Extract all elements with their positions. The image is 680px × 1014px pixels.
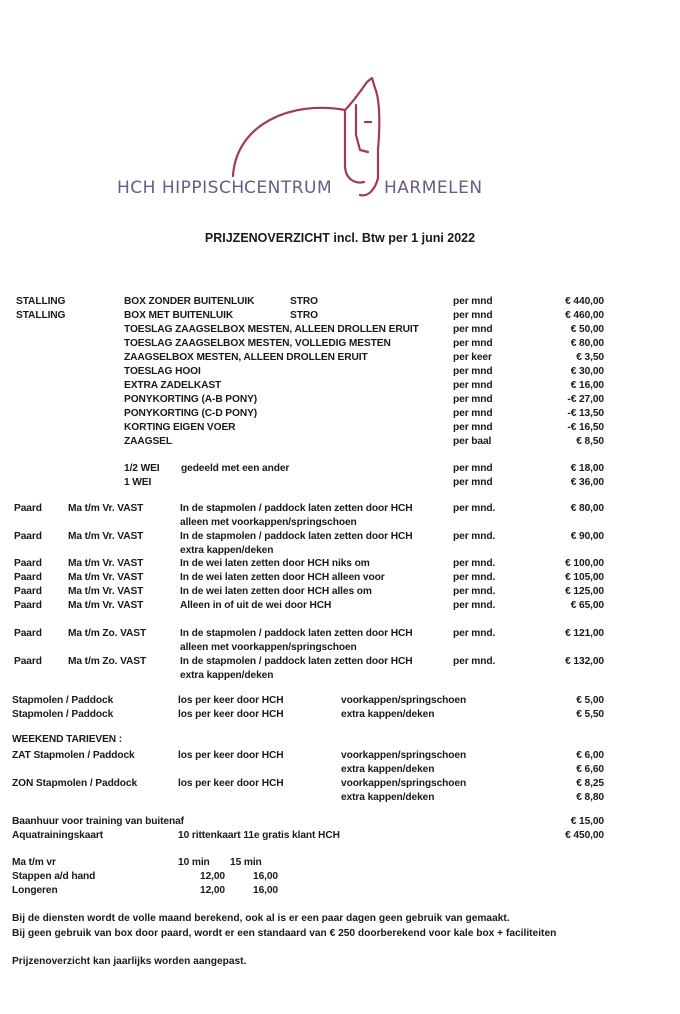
weekend-price: € 6,00 — [576, 750, 604, 761]
weekend-heading: WEEKEND TARIEVEN : — [12, 734, 123, 745]
paard-price: € 80,00 — [570, 503, 604, 514]
paard-unit: per mnd. — [453, 558, 496, 569]
paard-label: Paard — [14, 531, 42, 542]
wei-price: € 36,00 — [570, 477, 604, 488]
stalling-unit: per baal — [453, 436, 492, 447]
stapmolen-desc: los per keer door HCH — [178, 695, 284, 706]
baanhuur-price: € 15,00 — [570, 816, 604, 827]
paard-period: Ma t/m Vr. VAST — [68, 503, 144, 514]
paard-label: Paard — [14, 628, 42, 639]
stapmolen-label: Stapmolen / Paddock — [12, 709, 114, 720]
paard-desc: In de wei laten zetten door HCH alleen voor — [180, 572, 385, 583]
stapmolen-price: € 5,00 — [576, 695, 604, 706]
stalling-extra: STRO — [290, 310, 318, 321]
weekend-price: € 8,80 — [576, 792, 604, 803]
paard-label: Paard — [14, 503, 42, 514]
stalling-unit: per mnd — [453, 296, 493, 307]
wei-item: 1/2 WEI — [124, 463, 160, 474]
stalling-item: ZAAGSEL — [124, 436, 172, 447]
paard-unit: per mnd. — [453, 572, 496, 583]
stapmolen-price: € 5,50 — [576, 709, 604, 720]
paard-period: Ma t/m Vr. VAST — [68, 586, 144, 597]
horse-logo-icon — [0, 0, 680, 210]
logo-text-left: HCH HIPPISCH — [117, 178, 245, 198]
paard-desc: In de stapmolen / paddock laten zetten door HCH — [180, 503, 413, 514]
page-title: PRIJZENOVERZICHT incl. Btw per 1 juni 2022 — [204, 231, 476, 245]
stalling-price: -€ 27,00 — [567, 394, 604, 405]
stalling-unit: per mnd — [453, 422, 493, 433]
schedule-row-name: Longeren — [12, 885, 58, 896]
weekend-option: voorkappen/springschoen — [341, 750, 467, 761]
note-1: Bij de diensten wordt de volle maand berekend, ook al is er een paar dagen geen gebruik van gemaakt. — [12, 913, 510, 924]
paard-price: € 65,00 — [570, 600, 604, 611]
stalling-item: KORTING EIGEN VOER — [124, 422, 236, 433]
weekend-option: voorkappen/springschoen — [341, 778, 467, 789]
weekend-desc: los per keer door HCH — [178, 750, 284, 761]
paard-unit: per mnd. — [453, 600, 496, 611]
aqua-desc: 10 rittenkaart 11e gratis klant HCH — [178, 830, 340, 841]
stalling-category: STALLING — [16, 296, 66, 307]
paard-desc: In de stapmolen / paddock laten zetten door HCH — [180, 656, 413, 667]
baanhuur-label: Baanhuur voor training van buitenaf — [12, 816, 184, 827]
weekend-label: ZAT Stapmolen / Paddock — [12, 750, 135, 761]
paard-label: Paard — [14, 600, 42, 611]
paard-unit: per mnd. — [453, 586, 496, 597]
schedule-label: Ma t/m vr — [12, 857, 56, 868]
stapmolen-label: Stapmolen / Paddock — [12, 695, 114, 706]
schedule-row-name: Stappen a/d hand — [12, 871, 96, 882]
stalling-item: PONYKORTING (A-B PONY) — [124, 394, 258, 405]
stalling-item: TOESLAG HOOI — [124, 366, 201, 377]
stalling-price: € 3,50 — [576, 352, 604, 363]
aqua-label: Aquatrainingskaart — [12, 830, 104, 841]
weekend-option: extra kappen/deken — [341, 792, 435, 803]
stalling-unit: per keer — [453, 352, 492, 363]
paard-unit: per mnd. — [453, 503, 496, 514]
paard-period: Ma t/m Zo. VAST — [68, 656, 147, 667]
stalling-unit: per mnd — [453, 310, 493, 321]
stalling-unit: per mnd — [453, 408, 493, 419]
stapmolen-option: voorkappen/springschoen — [341, 695, 467, 706]
paard-label: Paard — [14, 656, 42, 667]
note-2: Bij geen gebruik van box door paard, wordt er een standaard van € 250 doorberekend voor kale box + faciliteiten — [12, 928, 557, 939]
stalling-unit: per mnd — [453, 324, 493, 335]
aqua-price: € 450,00 — [565, 830, 604, 841]
stalling-item: TOESLAG ZAAGSELBOX MESTEN, VOLLEDIG MESTEN — [124, 338, 391, 349]
stalling-item: PONYKORTING (C-D PONY) — [124, 408, 258, 419]
paard-desc: In de wei laten zetten door HCH niks om — [180, 558, 370, 569]
paard-unit: per mnd. — [453, 628, 496, 639]
paard-price: € 100,00 — [565, 558, 604, 569]
paard-label: Paard — [14, 586, 42, 597]
stalling-item: ZAAGSELBOX MESTEN, ALLEEN DROLLEN ERUIT — [124, 352, 368, 363]
stalling-item: BOX ZONDER BUITENLUIK — [124, 296, 255, 307]
stalling-price: -€ 13,50 — [567, 408, 604, 419]
stalling-unit: per mnd — [453, 366, 493, 377]
paard-price: € 121,00 — [565, 628, 604, 639]
schedule-value-15: 16,00 — [253, 871, 278, 882]
paard-period: Ma t/m Zo. VAST — [68, 628, 147, 639]
weekend-label: ZON Stapmolen / Paddock — [12, 778, 138, 789]
paard-desc: In de stapmolen / paddock laten zetten door HCH — [180, 531, 413, 542]
paard-price: € 125,00 — [565, 586, 604, 597]
wei-unit: per mnd — [453, 477, 493, 488]
stalling-unit: per mnd — [453, 338, 493, 349]
logo-text-right: HARMELEN — [384, 178, 483, 198]
schedule-header-10: 10 min — [178, 857, 210, 868]
weekend-price: € 8,25 — [576, 778, 604, 789]
stalling-unit: per mnd — [453, 394, 493, 405]
paard-period: Ma t/m Vr. VAST — [68, 531, 144, 542]
stalling-price: € 440,00 — [565, 296, 604, 307]
wei-unit: per mnd — [453, 463, 493, 474]
schedule-value-10: 12,00 — [200, 871, 225, 882]
stalling-item: BOX MET BUITENLUIK — [124, 310, 234, 321]
weekend-price: € 6,60 — [576, 764, 604, 775]
schedule-header-15: 15 min — [230, 857, 262, 868]
paard-price: € 90,00 — [570, 531, 604, 542]
paard-period: Ma t/m Vr. VAST — [68, 558, 144, 569]
paard-desc-2: alleen met voorkappen/springschoen — [180, 517, 357, 528]
stapmolen-desc: los per keer door HCH — [178, 709, 284, 720]
weekend-desc: los per keer door HCH — [178, 778, 284, 789]
footer-note: Prijzenoverzicht kan jaarlijks worden aangepast. — [12, 956, 247, 967]
paard-period: Ma t/m Vr. VAST — [68, 572, 144, 583]
stalling-unit: per mnd — [453, 380, 493, 391]
stalling-price: € 80,00 — [570, 338, 604, 349]
paard-desc-2: extra kappen/deken — [180, 670, 274, 681]
weekend-option: extra kappen/deken — [341, 764, 435, 775]
paard-price: € 105,00 — [565, 572, 604, 583]
stalling-price: € 460,00 — [565, 310, 604, 321]
schedule-value-15: 16,00 — [253, 885, 278, 896]
stalling-price: € 30,00 — [570, 366, 604, 377]
paard-desc: In de stapmolen / paddock laten zetten door HCH — [180, 628, 413, 639]
paard-label: Paard — [14, 572, 42, 583]
paard-desc-2: alleen met voorkappen/springschoen — [180, 642, 357, 653]
stalling-price: € 16,00 — [570, 380, 604, 391]
stalling-item: EXTRA ZADELKAST — [124, 380, 222, 391]
stalling-price: € 8,50 — [576, 436, 604, 447]
stalling-extra: STRO — [290, 296, 318, 307]
stapmolen-option: extra kappen/deken — [341, 709, 435, 720]
stalling-price: -€ 16,50 — [567, 422, 604, 433]
stalling-price: € 50,00 — [570, 324, 604, 335]
schedule-value-10: 12,00 — [200, 885, 225, 896]
paard-unit: per mnd. — [453, 531, 496, 542]
logo-text-mid: CENTRUM — [244, 178, 333, 198]
paard-period: Ma t/m Vr. VAST — [68, 600, 144, 611]
paard-desc-2: extra kappen/deken — [180, 545, 274, 556]
wei-item: 1 WEI — [124, 477, 152, 488]
stalling-category: STALLING — [16, 310, 66, 321]
paard-desc: Alleen in of uit de wei door HCH — [180, 600, 332, 611]
paard-price: € 132,00 — [565, 656, 604, 667]
paard-label: Paard — [14, 558, 42, 569]
paard-desc: In de wei laten zetten door HCH alles om — [180, 586, 372, 597]
wei-price: € 18,00 — [570, 463, 604, 474]
wei-desc: gedeeld met een ander — [181, 463, 290, 474]
stalling-item: TOESLAG ZAAGSELBOX MESTEN, ALLEEN DROLLEN ERUIT — [124, 324, 419, 335]
paard-unit: per mnd. — [453, 656, 496, 667]
